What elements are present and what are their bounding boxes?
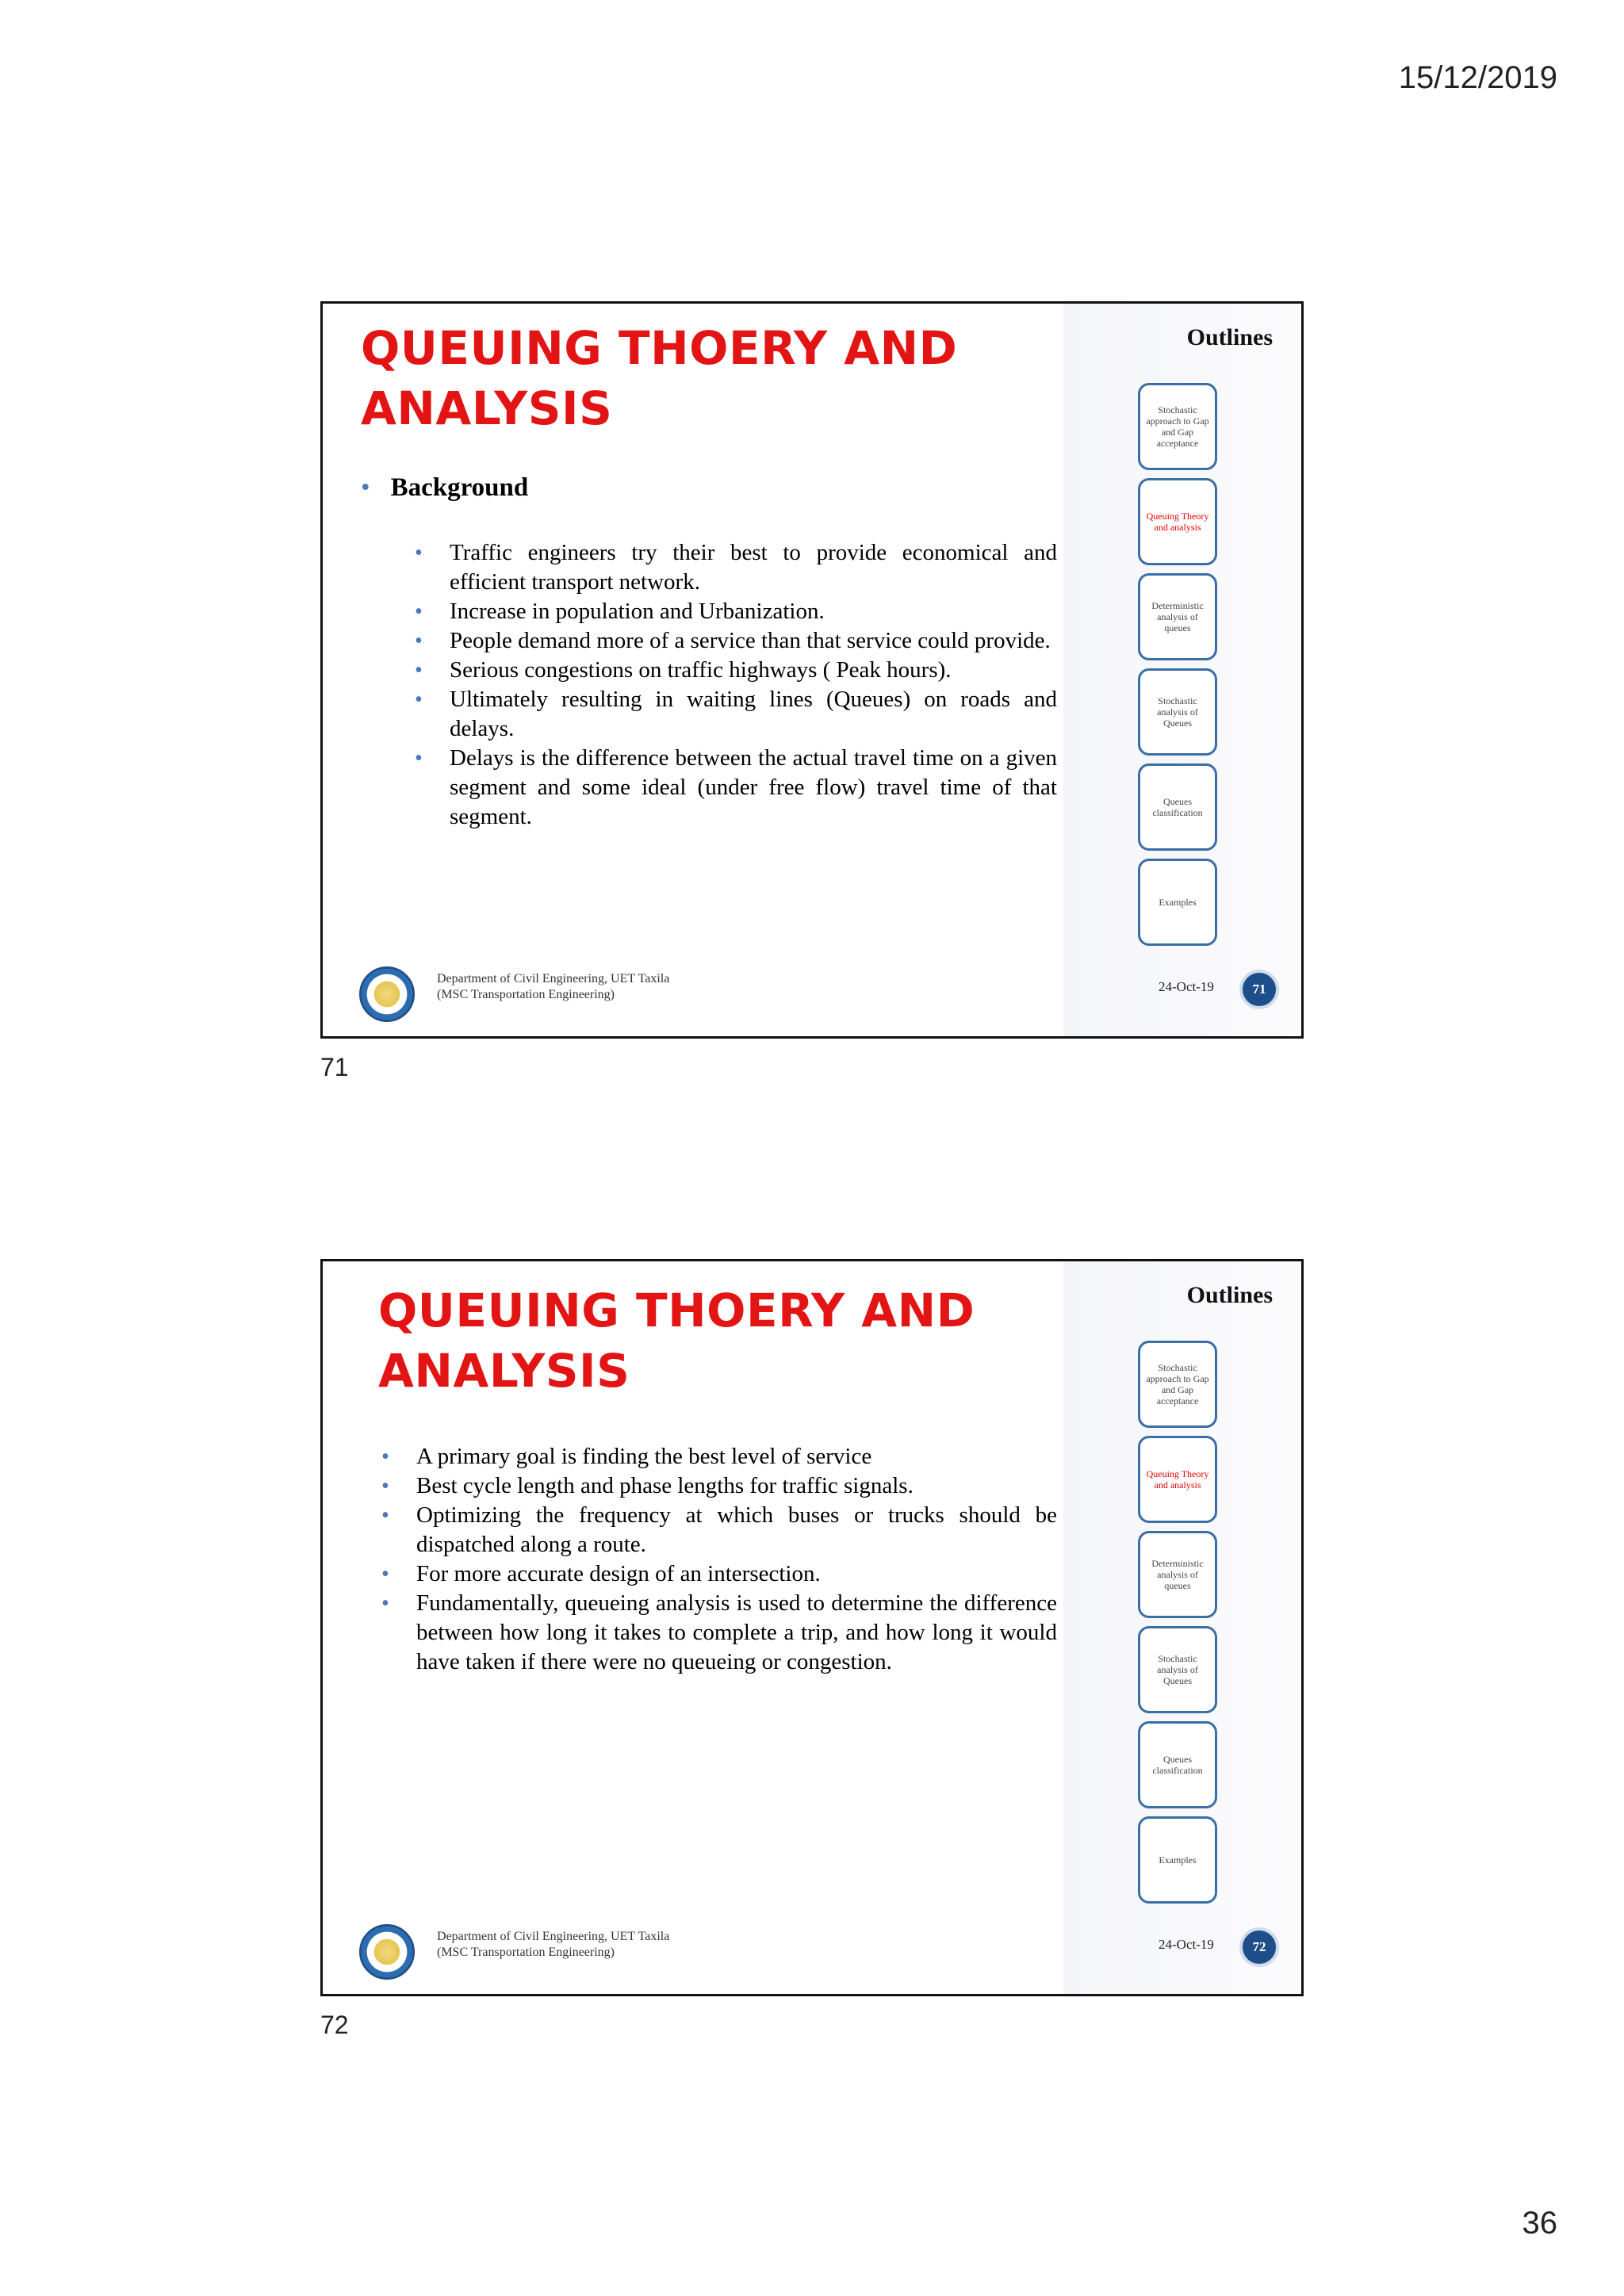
footer-department-line2: (MSC Transportation Engineering)	[437, 988, 615, 1001]
bullet-list	[381, 1442, 1057, 1677]
bullet-icon: •	[381, 1503, 389, 1528]
bullet-icon: •	[415, 541, 423, 565]
slide-71	[320, 301, 1304, 1039]
bullet-icon: •	[361, 473, 370, 502]
outline-item-stochastic-gap[interactable]: Stochastic approach to Gap and Gap acceptance	[1138, 383, 1217, 470]
slide-title-line1: QUEUING THOERY AND	[378, 1284, 975, 1337]
outline-item-stochastic-queues[interactable]: Stochastic analysis of Queues	[1138, 1626, 1217, 1713]
list-item: • Serious congestions on traffic highways ( Peak hours).	[450, 656, 1057, 685]
slide-title	[361, 318, 957, 438]
bullet-icon: •	[415, 658, 423, 683]
bullet-icon: •	[415, 687, 423, 712]
bullet-icon: •	[415, 629, 423, 653]
slide-index-label: 72	[320, 2011, 349, 2039]
list-item: • Optimizing the frequency at which buses or trucks should be dispatched along a route.	[381, 1502, 1057, 1557]
bullet-icon: •	[381, 1445, 389, 1469]
outline-item-deterministic[interactable]: Deterministic analysis of queues	[1138, 1531, 1217, 1618]
section-heading-text: Background	[390, 473, 529, 502]
list-item: • For more accurate design of an intersection.	[416, 1559, 1057, 1589]
footer-date: 24-Oct-19	[1159, 1937, 1214, 1952]
slide-title-line2: ANALYSIS	[378, 1344, 630, 1398]
list-item: • A primary goal is finding the best level of service	[416, 1442, 1057, 1471]
list-item: • Increase in population and Urbanization.	[450, 597, 1057, 626]
slide-title-line1: QUEUING THOERY AND	[361, 321, 958, 375]
bullet-icon: •	[381, 1474, 389, 1498]
slide-title-line2: ANALYSIS	[361, 381, 613, 435]
footer-department-line1: Department of Civil Engineering, UET Taxila	[437, 1930, 670, 1943]
footer-department	[437, 971, 669, 1003]
outline-title: Outlines	[1186, 324, 1273, 350]
bullet-icon: •	[415, 599, 423, 624]
page-number: 36	[1522, 2206, 1557, 2241]
list-item: • People demand more of a service than that service could provide.	[450, 626, 1057, 656]
outline-item-examples[interactable]: Examples	[1138, 859, 1217, 946]
slide-number-badge: 72	[1239, 1927, 1279, 1967]
slide-number-badge: 71	[1239, 970, 1279, 1009]
university-logo-icon	[359, 1924, 415, 1980]
bullet-icon: •	[415, 746, 423, 771]
bullet-list	[415, 538, 1057, 832]
footer-department-line1: Department of Civil Engineering, UET Taxila	[437, 972, 670, 985]
footer-department-line2: (MSC Transportation Engineering)	[437, 1946, 615, 1959]
slide-title	[378, 1280, 975, 1401]
outline-item-queuing-theory[interactable]: Queuing Theory and analysis	[1138, 1436, 1217, 1523]
outline-item-classification[interactable]: Queues classification	[1138, 763, 1217, 851]
outline-item-stochastic-gap[interactable]: Stochastic approach to Gap and Gap acceptance	[1138, 1341, 1217, 1428]
slide-index-label: 71	[320, 1053, 349, 1081]
list-item: • Delays is the difference between the actual travel time on a given segment and some ideal (under free flow) travel time of that segment.	[415, 745, 1057, 829]
slide-72	[320, 1259, 1304, 1996]
outline-item-deterministic[interactable]: Deterministic analysis of queues	[1138, 573, 1217, 660]
footer-department	[437, 1929, 669, 1961]
bullet-icon: •	[381, 1591, 389, 1616]
university-logo-icon	[359, 966, 415, 1022]
list-item: • Fundamentally, queueing analysis is used to determine the difference between how long it takes to complete a trip, and how long it would have taken if there were no queueing or congestion.	[381, 1590, 1057, 1674]
section-heading	[361, 473, 528, 503]
list-item: • Ultimately resulting in waiting lines (Queues) on roads and delays.	[415, 687, 1057, 741]
outline-item-stochastic-queues[interactable]: Stochastic analysis of Queues	[1138, 668, 1217, 756]
outline-item-queuing-theory[interactable]: Queuing Theory and analysis	[1138, 478, 1217, 565]
footer-date: 24-Oct-19	[1159, 979, 1214, 994]
outline-title: Outlines	[1186, 1282, 1273, 1308]
list-item: • Best cycle length and phase lengths for traffic signals.	[416, 1471, 1057, 1501]
outline-item-examples[interactable]: Examples	[1138, 1816, 1217, 1904]
list-item: • Traffic engineers try their best to provide economical and efficient transport network.	[415, 540, 1057, 595]
outline-item-classification[interactable]: Queues classification	[1138, 1721, 1217, 1808]
page-date: 15/12/2019	[1398, 60, 1557, 95]
bullet-icon: •	[381, 1562, 389, 1586]
